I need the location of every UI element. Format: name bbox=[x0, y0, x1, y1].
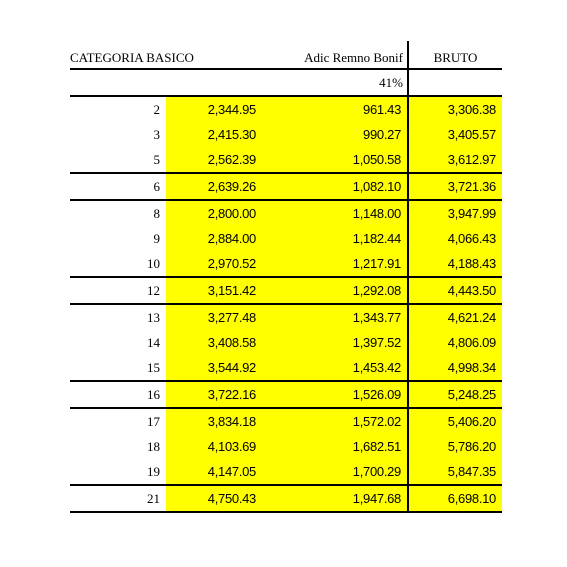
category-cell: 3 bbox=[153, 126, 160, 142]
table-row bbox=[70, 408, 502, 434]
bruto-cell: 6,698.10 bbox=[408, 485, 502, 512]
bruto-cell: 5,786.20 bbox=[408, 434, 502, 459]
table-row bbox=[70, 459, 502, 485]
adic-cell: 1,148.00 bbox=[262, 200, 408, 226]
adic-cell: 1,453.42 bbox=[262, 355, 408, 381]
table-row bbox=[70, 277, 502, 304]
basico-cell: 3,834.18 bbox=[166, 408, 262, 434]
basico-cell: 4,147.05 bbox=[166, 459, 262, 485]
bruto-cell: 5,406.20 bbox=[408, 408, 502, 434]
adic-cell: 1,397.52 bbox=[262, 330, 408, 355]
category-cell: 17 bbox=[70, 408, 166, 434]
header-bruto: BRUTO bbox=[408, 41, 502, 69]
header-row bbox=[70, 41, 502, 69]
table-row bbox=[70, 355, 502, 381]
category-cell: 16 bbox=[70, 381, 166, 408]
percent-value: 41% bbox=[262, 69, 408, 96]
adic-cell: 1,343.77 bbox=[262, 304, 408, 330]
bruto-cell: 3,721.36 bbox=[408, 173, 502, 200]
category-cell: 6 bbox=[70, 173, 166, 200]
bruto-cell: 4,806.09 bbox=[408, 330, 502, 355]
category-cell: 21 bbox=[70, 485, 166, 512]
table-row bbox=[70, 434, 502, 459]
basico-cell: 3,277.48 bbox=[166, 304, 262, 330]
category-cell: 9 bbox=[153, 230, 160, 246]
basico-cell: 2,344.95 bbox=[166, 96, 262, 122]
category-cell: 13 bbox=[70, 304, 166, 330]
category-cell: 5 bbox=[153, 151, 160, 167]
header-categoria-basico: CATEGORIA BASICO bbox=[70, 41, 262, 69]
basico-cell: 4,103.69 bbox=[166, 434, 262, 459]
table-row bbox=[70, 96, 502, 122]
adic-cell: 961.43 bbox=[262, 96, 408, 122]
salary-sheet bbox=[70, 41, 502, 513]
bruto-cell: 4,998.34 bbox=[408, 355, 502, 381]
adic-cell: 1,526.09 bbox=[262, 381, 408, 408]
basico-cell: 2,800.00 bbox=[166, 200, 262, 226]
basico-cell: 2,562.39 bbox=[166, 147, 262, 173]
category-cell: 8 bbox=[70, 200, 166, 226]
category-cell: 19 bbox=[147, 463, 160, 479]
adic-cell: 1,682.51 bbox=[262, 434, 408, 459]
header-adic: Adic Remno Bonif bbox=[262, 41, 408, 69]
bruto-cell: 4,066.43 bbox=[408, 226, 502, 251]
table-row bbox=[70, 173, 502, 200]
bruto-cell: 3,306.38 bbox=[408, 96, 502, 122]
basico-cell: 4,750.43 bbox=[166, 485, 262, 512]
category-cell: 15 bbox=[147, 359, 160, 375]
adic-cell: 990.27 bbox=[262, 122, 408, 147]
table-row bbox=[70, 304, 502, 330]
bruto-cell: 4,443.50 bbox=[408, 277, 502, 304]
basico-cell: 3,151.42 bbox=[166, 277, 262, 304]
bruto-cell: 4,188.43 bbox=[408, 251, 502, 277]
basico-cell: 3,544.92 bbox=[166, 355, 262, 381]
table-row bbox=[70, 330, 502, 355]
adic-cell: 1,217.91 bbox=[262, 251, 408, 277]
adic-cell: 1,292.08 bbox=[262, 277, 408, 304]
bruto-cell: 3,947.99 bbox=[408, 200, 502, 226]
table-row bbox=[70, 251, 502, 277]
adic-cell: 1,700.29 bbox=[262, 459, 408, 485]
table-row bbox=[70, 147, 502, 173]
basico-cell: 2,639.26 bbox=[166, 173, 262, 200]
bruto-cell: 5,248.25 bbox=[408, 381, 502, 408]
category-cell: 12 bbox=[70, 277, 166, 304]
bruto-cell: 4,621.24 bbox=[408, 304, 502, 330]
table-row bbox=[70, 485, 502, 512]
basico-cell: 3,408.58 bbox=[166, 330, 262, 355]
bruto-cell: 3,405.57 bbox=[408, 122, 502, 147]
category-cell: 2 bbox=[153, 101, 160, 117]
adic-cell: 1,082.10 bbox=[262, 173, 408, 200]
adic-cell: 1,947.68 bbox=[262, 485, 408, 512]
percent-row bbox=[70, 69, 502, 96]
adic-cell: 1,050.58 bbox=[262, 147, 408, 173]
category-cell: 18 bbox=[147, 438, 160, 454]
basico-cell: 2,415.30 bbox=[166, 122, 262, 147]
table-row bbox=[70, 226, 502, 251]
basico-cell: 2,884.00 bbox=[166, 226, 262, 251]
bruto-cell: 5,847.35 bbox=[408, 459, 502, 485]
category-cell: 14 bbox=[147, 334, 160, 350]
table-row bbox=[70, 200, 502, 226]
basico-cell: 3,722.16 bbox=[166, 381, 262, 408]
salary-table bbox=[70, 41, 502, 513]
basico-cell: 2,970.52 bbox=[166, 251, 262, 277]
adic-cell: 1,182.44 bbox=[262, 226, 408, 251]
category-cell: 10 bbox=[147, 255, 160, 271]
bruto-cell: 3,612.97 bbox=[408, 147, 502, 173]
table-row bbox=[70, 381, 502, 408]
adic-cell: 1,572.02 bbox=[262, 408, 408, 434]
table-row bbox=[70, 122, 502, 147]
